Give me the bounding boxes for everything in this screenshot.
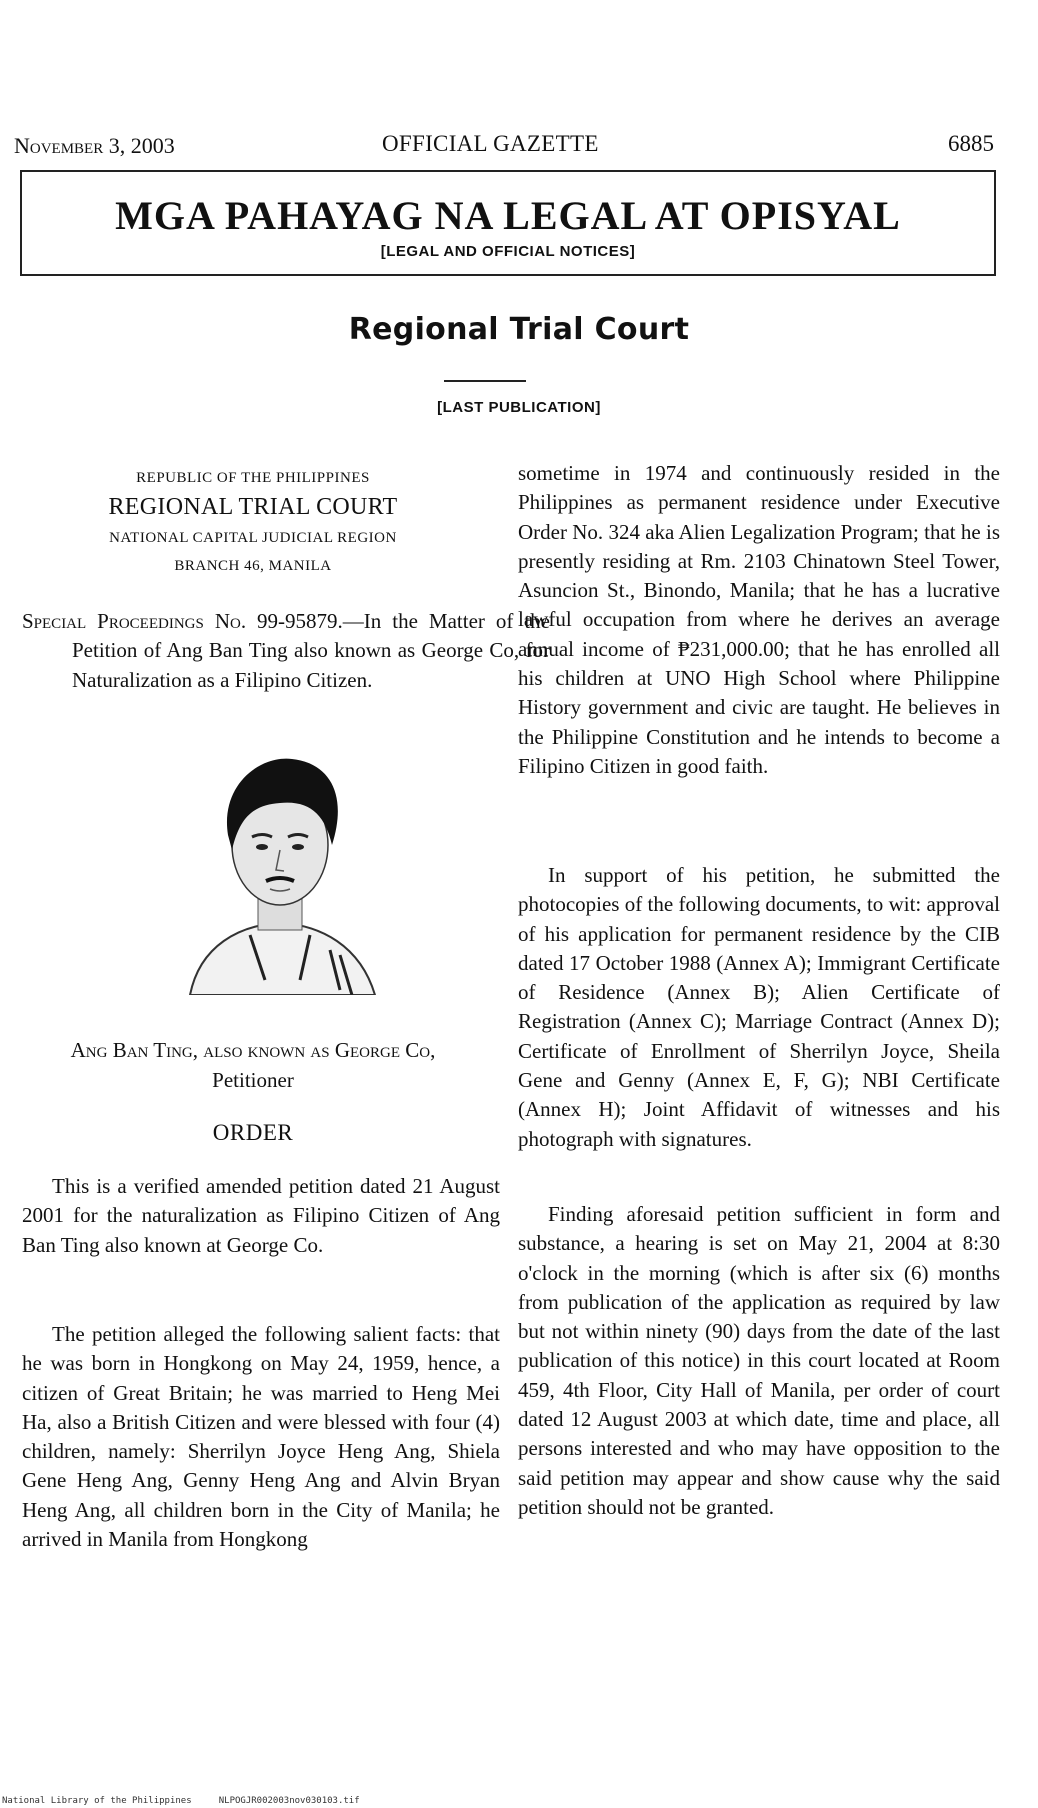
order-paragraph-4: In support of his petition, he submitted the photocopies of the following documents, to wit: approval of his application for permanent residence by the CIB dated 17 October 1988 (Annex A); Immigrant Certificate of Residence (Annex B); Alien Certificate of Registration (Annex C); Marriage Contract (Annex D); Certificate of Enrollment of Sherrilyn Joyce, Sheila Gene and Genny (Annex E, F, G); NBI Certificate (Annex H); Joint Affidavit of witnesses and his photograph with signatures. <box>518 863 1000 1151</box>
case-caption <box>22 607 550 695</box>
case-number: Special Proceedings No. 99-95879. <box>22 609 343 633</box>
publication-note: [LAST PUBLICATION] <box>437 399 601 416</box>
publication-name: OFFICIAL GAZETTE <box>382 131 599 156</box>
notices-banner <box>20 170 996 276</box>
issue-date: November 3, 2003 <box>14 133 175 158</box>
petitioner-name-text: Ang Ban Ting, also known as George Co, <box>70 1038 436 1062</box>
petitioner-photo <box>180 755 380 995</box>
scan-footer <box>2 1796 360 1806</box>
banner-subtitle: [LEGAL AND OFFICIAL NOTICES] <box>380 243 636 260</box>
petitioner-name <box>0 1038 506 1063</box>
caption-republic: REPUBLIC OF THE PHILIPPINES <box>136 470 370 486</box>
order-title: ORDER <box>212 1120 294 1145</box>
footer-file: NLPOGJR002003nov030103.tif <box>218 1796 360 1806</box>
section-title: Regional Trial Court <box>348 312 690 347</box>
petitioner-role: Petitioner <box>212 1068 294 1092</box>
caption-court: REGIONAL TRIAL COURT <box>108 494 398 520</box>
caption-branch: BRANCH 46, MANILA <box>174 558 332 574</box>
order-paragraph-2: The petition alleged the following salient facts: that he was born in Hongkong on May 24, 1959, hence, a citizen of Great Britain; he was married to Heng Mei Ha, also a British Citizen and were blessed with four (4) children, namely: Sherrilyn Joyce Heng Ang, Shiela Gene Heng Ang, Genny Heng Ang and Alvin Bryan Heng Ang, all children born in the City of Manila; he arrived in Manila from Hongkong <box>22 1322 500 1552</box>
banner-title: MGA PAHAYAG NA LEGAL AT OPISYAL <box>115 193 901 238</box>
order-paragraph-1: This is a verified amended petition dated 21 August 2001 for the naturalization as Filipino Citizen of Ang Ban Ting also known at George Co. <box>22 1174 500 1257</box>
section-divider <box>444 380 526 382</box>
portrait-icon <box>180 755 380 995</box>
caption-region: NATIONAL CAPITAL JUDICIAL REGION <box>109 530 397 546</box>
order-paragraph-5: Finding aforesaid petition sufficient in form and substance, a hearing is set on May 21, 2004 at 8:30 o'clock in the morning (which is after six (6) months from publication of the application as required by law but not within ninety (90) days from the date of the last publication of this notice) in this court located at Room 459, 4th Floor, City Hall of Manila, per order of court dated 12 August 2003 at which date, time and place, all persons interested and who may have opposition to the said petition may appear and show cause why the said petition should not be granted. <box>518 1202 1000 1519</box>
order-paragraph-3: sometime in 1974 and continuously resided in the Philippines as permanent residence under Executive Order No. 324 aka Alien Legalization Program; that he is presently residing at Rm. 2103 Chinatown Steel Tower, Asuncion St., Binondo, Manila; that he has a lucrative lawful occupation from where he derives an average annual income of ₱231,000.00; that he has enrolled all his children at UNO High School where Philippine History government and civic are taught. He believes in the Philippine Constitution and he intends to become a Filipino Citizen in good faith. <box>518 461 1000 778</box>
footer-library: National Library of the Philippines <box>2 1796 192 1806</box>
case-matter: —In the Matter of the Petition of Ang Ban Ting also known as George Co, for Naturalization as a Filipino Citizen. <box>72 609 550 692</box>
page-number: 6885 <box>948 131 994 156</box>
